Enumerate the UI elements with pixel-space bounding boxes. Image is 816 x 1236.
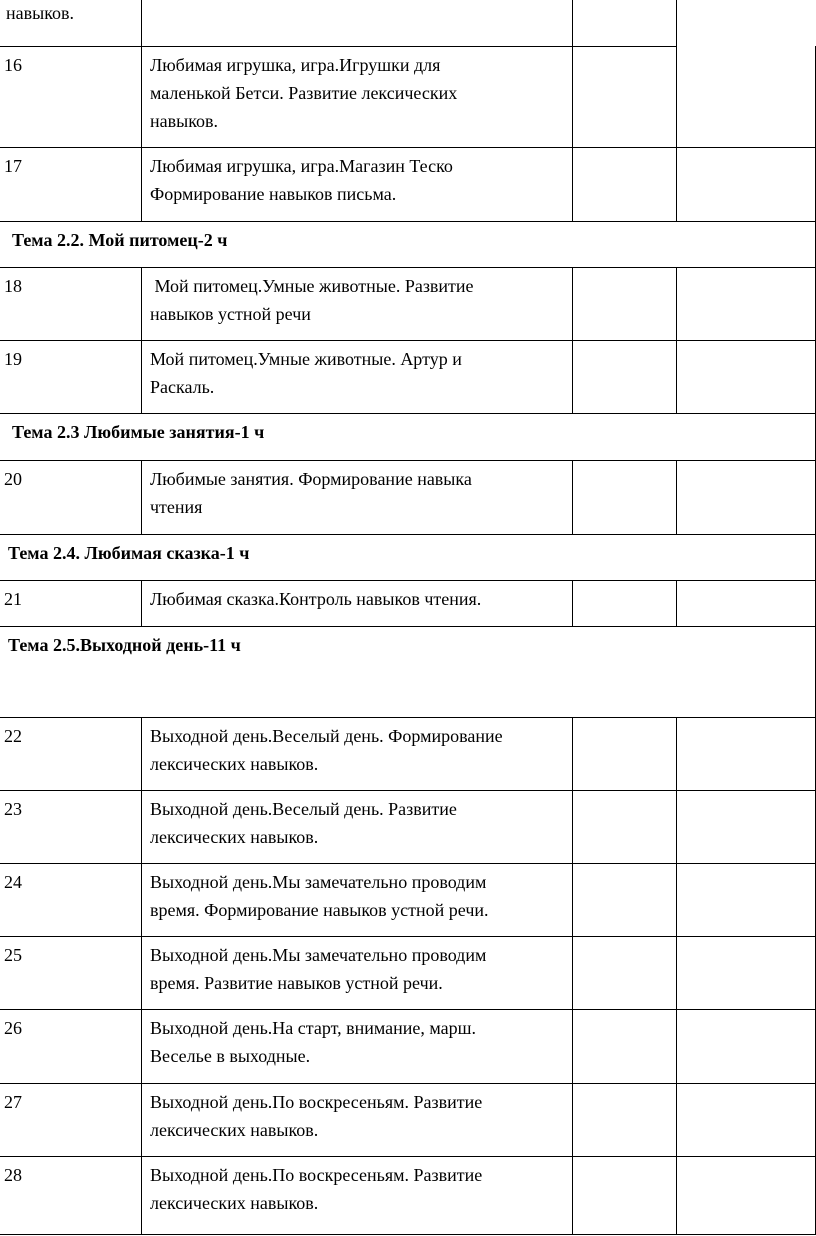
lesson-number: 26 xyxy=(4,1018,22,1038)
table-border-vertical xyxy=(141,0,142,46)
topic-heading: Тема 2.4. Любимая сказка-1 ч xyxy=(8,543,250,563)
table-border-horizontal xyxy=(0,790,816,791)
table-border-vertical xyxy=(141,340,142,413)
lesson-title-line: маленькой Бетси. Развитие лексических xyxy=(150,83,458,103)
table-border-vertical xyxy=(572,1009,573,1083)
lesson-title-line: Раскаль. xyxy=(150,377,215,397)
lesson-title-line: Мой питомец.Умные животные. Артур и xyxy=(150,349,462,369)
table-border-horizontal xyxy=(0,147,816,148)
table-border-vertical xyxy=(572,147,573,221)
table-border-horizontal xyxy=(0,936,816,937)
lesson-title-line: чтения xyxy=(150,497,203,517)
table-border-horizontal xyxy=(0,460,816,461)
table-border-vertical xyxy=(572,267,573,340)
table-border-horizontal xyxy=(0,1156,816,1157)
topic-heading: Тема 2.5.Выходной день-11 ч xyxy=(8,635,241,655)
table-border-vertical xyxy=(676,790,677,863)
lesson-number: 22 xyxy=(4,726,22,746)
lesson-title-line: Любимая сказка.Контроль навыков чтения. xyxy=(150,589,482,609)
table-border-vertical xyxy=(676,340,677,413)
table-border-vertical xyxy=(572,580,573,626)
lesson-number: 27 xyxy=(4,1092,22,1112)
table-border-vertical xyxy=(572,717,573,790)
table-border-vertical xyxy=(572,936,573,1009)
table-border-horizontal xyxy=(0,413,816,414)
table-border-vertical xyxy=(572,1083,573,1156)
table-border-vertical xyxy=(676,46,677,147)
lesson-title-line: Формирование навыков письма. xyxy=(150,184,397,204)
lesson-title-line: лексических навыков. xyxy=(150,1193,319,1213)
table-border-horizontal xyxy=(0,221,816,222)
lesson-title-line: Выходной день.Веселый день. Формирование xyxy=(150,726,503,746)
lesson-title-line: лексических навыков. xyxy=(150,1120,319,1140)
lesson-number: 16 xyxy=(4,55,22,75)
lesson-number: 24 xyxy=(4,872,22,892)
lesson-number: 20 xyxy=(4,469,22,489)
lesson-title-line: Любимая игрушка, игра.Игрушки для xyxy=(150,55,441,75)
lesson-number: 23 xyxy=(4,799,22,819)
table-border-vertical xyxy=(676,1156,677,1234)
lesson-title-line: Выходной день.На старт, внимание, марш. xyxy=(150,1018,477,1038)
lesson-title-line: Любимые занятия. Формирование навыка xyxy=(150,469,472,489)
table-border-vertical xyxy=(141,46,142,147)
table-border-vertical xyxy=(572,0,573,46)
table-border-horizontal xyxy=(0,863,816,864)
table-border-vertical xyxy=(141,147,142,221)
lesson-title-line: лексических навыков. xyxy=(150,754,319,774)
table-border-vertical xyxy=(676,147,677,221)
table-border-vertical xyxy=(572,46,573,147)
table-border-vertical xyxy=(676,863,677,936)
lesson-title-line: Выходной день.Мы замечательно проводим xyxy=(150,945,487,965)
table-border-horizontal xyxy=(0,580,816,581)
lesson-title-line: Веселье в выходные. xyxy=(150,1046,311,1066)
lesson-title-line: время. Развитие навыков устной речи. xyxy=(150,973,443,993)
table-border-vertical xyxy=(676,460,677,534)
table-border-vertical xyxy=(572,790,573,863)
table-border-vertical xyxy=(141,863,142,936)
lesson-title-line: Любимая игрушка, игра.Магазин Теско xyxy=(150,156,453,176)
table-border-vertical xyxy=(676,580,677,626)
table-border-horizontal xyxy=(0,626,816,627)
lesson-title-line: Выходной день.По воскресеньям. Развитие xyxy=(150,1165,483,1185)
lesson-title-line: навыков устной речи xyxy=(150,304,311,324)
table-border-vertical xyxy=(572,863,573,936)
table-border-vertical xyxy=(141,717,142,790)
lesson-title-line: Мой питомец.Умные животные. Развитие xyxy=(150,276,474,296)
table-border-horizontal xyxy=(0,1234,816,1235)
table-border-vertical xyxy=(572,340,573,413)
table-border-horizontal xyxy=(0,46,676,47)
table-border-horizontal xyxy=(0,534,816,535)
table-border-horizontal xyxy=(0,717,816,718)
lesson-title-line: навыков. xyxy=(150,111,219,131)
table-border-vertical xyxy=(141,580,142,626)
lesson-title-line: Выходной день.Мы замечательно проводим xyxy=(150,872,487,892)
lesson-number: 17 xyxy=(4,156,22,176)
topic-heading: Тема 2.2. Мой питомец-2 ч xyxy=(12,230,228,250)
table-border-vertical xyxy=(572,1156,573,1234)
lesson-number: 28 xyxy=(4,1165,22,1185)
table-border-vertical xyxy=(141,1156,142,1234)
table-border-vertical xyxy=(141,936,142,1009)
lesson-number: 18 xyxy=(4,276,22,296)
lesson-title-line: время. Формирование навыков устной речи. xyxy=(150,900,489,920)
lesson-title-line: навыков. xyxy=(6,3,75,23)
lesson-number: 25 xyxy=(4,945,22,965)
topic-heading: Тема 2.3 Любимые занятия-1 ч xyxy=(12,422,265,442)
table-border-vertical xyxy=(676,1009,677,1083)
table-border-vertical xyxy=(141,1083,142,1156)
lesson-number: 21 xyxy=(4,589,22,609)
lesson-title-line: Выходной день.По воскресеньям. Развитие xyxy=(150,1092,483,1112)
lesson-number: 19 xyxy=(4,349,22,369)
table-border-vertical xyxy=(572,460,573,534)
table-border-vertical xyxy=(676,717,677,790)
table-border-vertical xyxy=(141,1009,142,1083)
table-border-vertical xyxy=(141,267,142,340)
table-border-horizontal xyxy=(0,1009,816,1010)
lesson-title-line: Выходной день.Веселый день. Развитие xyxy=(150,799,457,819)
table-border-horizontal xyxy=(0,1083,816,1084)
table-border-horizontal xyxy=(0,340,816,341)
lesson-title-line: лексических навыков. xyxy=(150,827,319,847)
table-border-vertical xyxy=(676,1083,677,1156)
table-border-vertical xyxy=(676,936,677,1009)
table-border-vertical xyxy=(676,0,677,46)
table-border-vertical xyxy=(676,267,677,340)
table-border-horizontal xyxy=(0,267,816,268)
table-border-vertical xyxy=(141,460,142,534)
table-border-vertical xyxy=(141,790,142,863)
